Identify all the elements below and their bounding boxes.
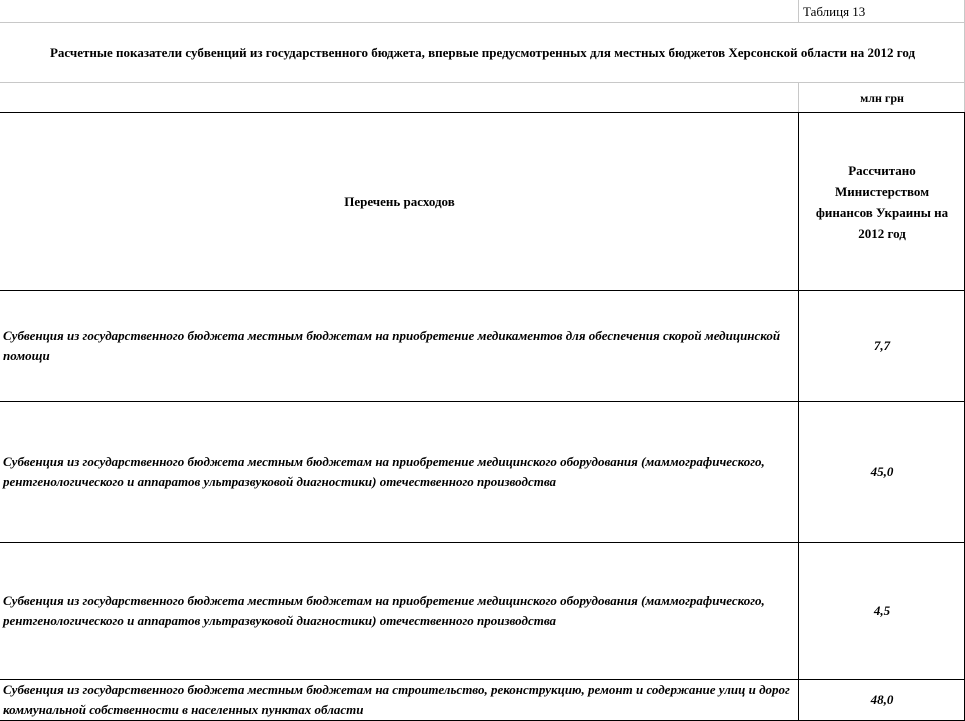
table-row-4-value: 48,0 xyxy=(870,692,894,707)
units-label: млн грн xyxy=(860,91,904,105)
table-row-3-text: Субвенция из государственного бюджета местным бюджетам на приобретение медицинского оборудования (маммографического, рентгенологического и аппаратов ультразвуковой диагностики) отечественного производства xyxy=(3,592,765,628)
column-header-expenses: Перечень расходов xyxy=(344,194,455,209)
table-number-label: Таблиця 13 xyxy=(803,4,866,19)
table-title: Расчетные показатели субвенций из государственного бюджета, впервые предусмотренных для местных бюджетов Херсонской области на 2012 год xyxy=(49,44,916,60)
table-row-2-text: Субвенция из государственного бюджета местным бюджетам на приобретение медицинского оборудования (маммографического, рентгенологического и аппаратов ультразвуковой диагностики) отечественного производства xyxy=(3,453,765,489)
gridline xyxy=(798,0,799,22)
table-row-3-value: 4,5 xyxy=(873,603,891,618)
gridline xyxy=(0,82,965,83)
table-row-4-text: Субвенция из государственного бюджета местным бюджетам на строительство, реконструкцию, ремонт и содержание улиц и дорог коммунальной собственности в населенных пунктах области xyxy=(3,681,790,717)
table-row-1-value: 7,7 xyxy=(873,338,891,353)
table-row-2-value: 45,0 xyxy=(870,464,894,479)
table-row-1-text: Субвенция из государственного бюджета местным бюджетам на приобретение медикаментов для обеспечения скорой медицинской помощи xyxy=(3,327,781,363)
column-header-calculated: Рассчитано Министерством финансов Украины на 2012 год xyxy=(815,163,949,241)
